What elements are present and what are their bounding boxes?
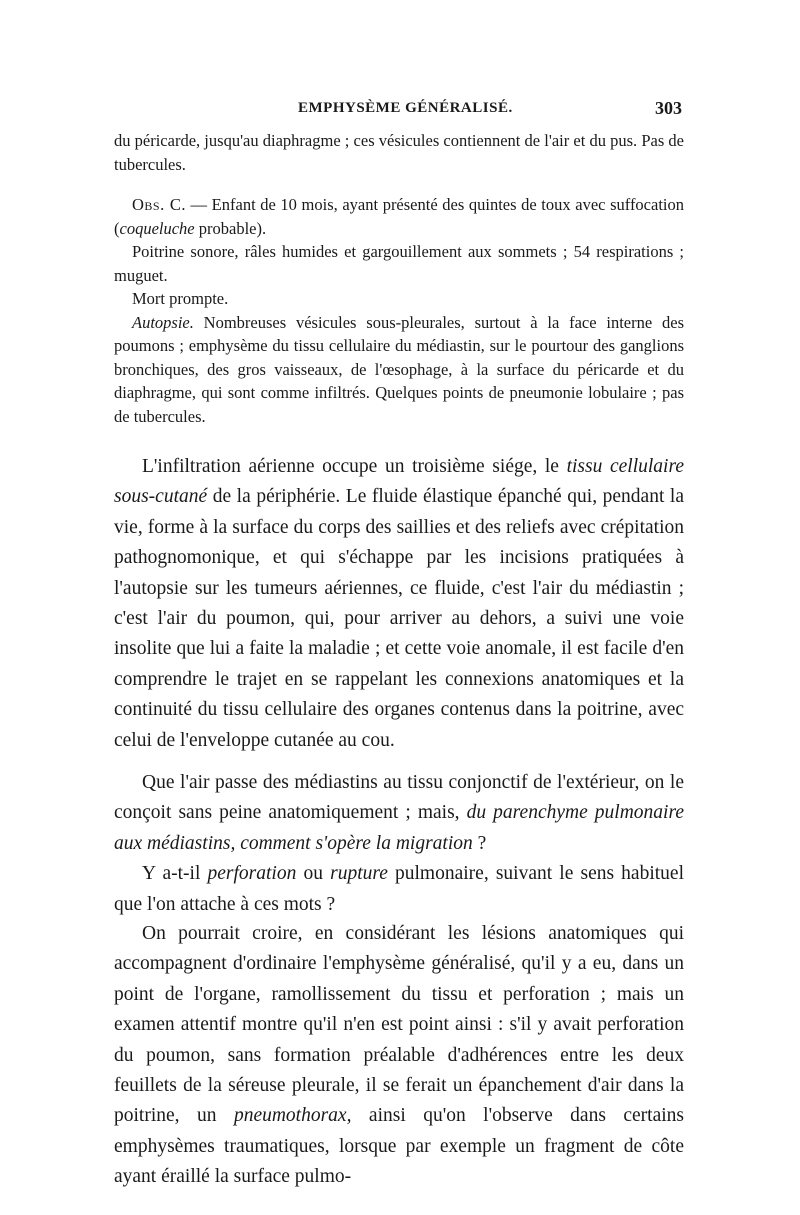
observation-block (114, 193, 684, 428)
body-paragraph-2-3 (114, 768, 684, 920)
body-paragraph-4: On pourrait croire, en considérant les lésions anatomiques qui accompagnent d'ordinaire l'emphysème généralisé, qu'il y a eu, dans un point de l'organe, ramollissement du tissu et perforation ; mais un examen attentif montre qu'il n'en est point ainsi : s'il y avait perforation du poumon, sans formation préalable d'adhérences entre les deux feuillets de la séreuse pleurale, il se ferait un épanchement d'air dans la poitrine, un pneumothorax, ainsi qu'on l'observe dans certains emphysèmes traumatiques, lorsque par exemple un fragment de côte ayant éraillé la surface pulmo- (114, 923, 685, 1188)
observation-intro: Obs. C. — Enfant de 10 mois, ayant présenté des quintes de toux avec suffocation (coqueluche probable). (114, 195, 684, 238)
continuation-text (114, 129, 684, 176)
observation-autopsy: Autopsie. Nombreuses vésicules sous-pleurales, surtout à la face interne des poumons ; emphysème du tissu cellulaire du médiastin, sur le pourtour des ganglions bronchiques, des gros vaisseaux, de l'œsophage, à la surface du péricarde et du diaphragme, qui sont comme infiltrés. Quelques points de pneumonie lobulaire ; pas de tubercules. (114, 312, 684, 426)
observation-outcome: Mort prompte. (132, 289, 229, 308)
autopsy-label: Autopsie. (132, 312, 194, 332)
page-number: 303 (655, 98, 682, 118)
observation-italic: coqueluche (119, 218, 195, 238)
body-paragraph-3: Y a-t-il perforation ou rupture pulmonaire, suivant le sens habituel que l'on attache à ces mots ? (114, 863, 684, 915)
body-paragraph-2: Que l'air passe des médiastins au tissu conjonctif de l'extérieur, on le conçoit sans peine anatomiquement ; mais, du parenchyme pulmonaire aux médiastins, comment s'opère la migration ? (114, 772, 684, 854)
page-header (298, 100, 682, 126)
body-paragraph-1: L'infiltration aérienne occupe un troisième siége, le tissu cellulaire sous-cutané de la périphérie. Le fluide élastique épanché qui, pendant la vie, forme à la surface du corps des saillies et des reliefs avec crépitation pathognomonique, et qui s'échappe par les incisions pratiquées à l'autopsie sur les tumeurs aériennes, ce fluide, c'est l'air du médiastin ; c'est l'air du poumon, qui, pour arriver au dehors, a suivi une voie insolite que lui a faite la maladie ; et cette voie anomale, il est facile d'en comprendre le trajet en se rappelant les connexions anatomiques et la continuité du tissu cellulaire des organes contenus dans la poitrine, avec celui de l'enveloppe cutanée au cou. (114, 456, 684, 751)
observation-label: Obs. C. (132, 195, 186, 214)
observation-symptoms: Poitrine sonore, râles humides et gargouillement aux sommets ; 54 respirations ; muguet. (114, 242, 684, 285)
continuation-paragraph: du péricarde, jusqu'au diaphragme ; ces vésicules contiennent de l'air et du pus. Pas de tubercules. (114, 131, 684, 174)
running-title: EMPHYSÈME GÉNÉRALISÉ. (298, 100, 513, 116)
